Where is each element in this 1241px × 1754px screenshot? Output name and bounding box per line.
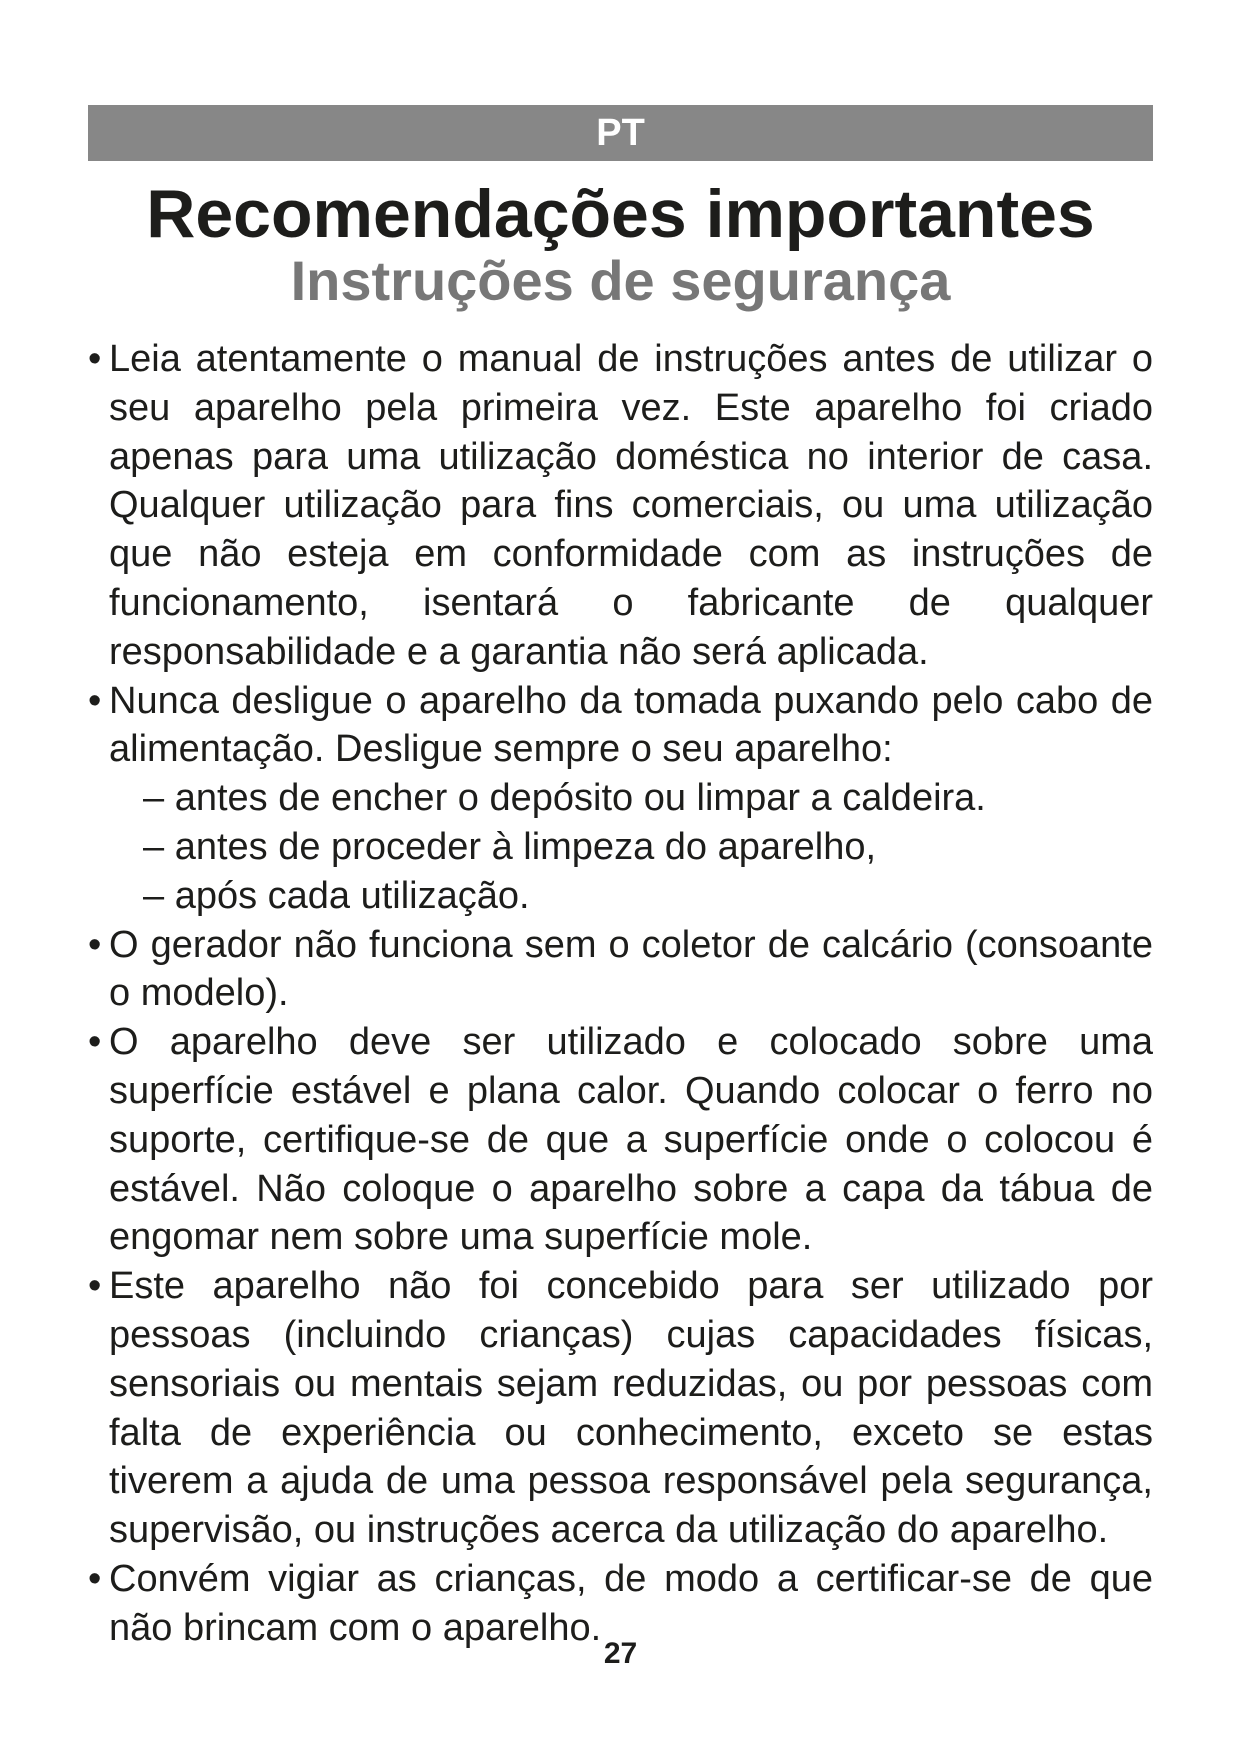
page-title: Recomendações importantes — [146, 176, 1095, 252]
sub-item: – antes de proceder à limpeza do aparelho, — [143, 825, 877, 868]
bullet-text: O aparelho deve ser utilizado e colocado sobre uma superfície estável e plana calor. Quando colocar o ferro no suporte, certifique-se de que a superfície onde o colocou é estável. Não coloque o aparelho sobre a capa da tábua de engomar nem sobre uma superfície mole. — [109, 1021, 1153, 1259]
bullet-item — [88, 1018, 1153, 1262]
bullet-dot-icon: • — [88, 679, 102, 722]
page-number: 27 — [603, 1637, 638, 1670]
bullet-dot-icon: • — [88, 1557, 102, 1600]
bullet-dot-icon: • — [88, 1265, 102, 1308]
bullet-list — [88, 335, 1153, 1653]
bullet-text: Leia atentamente o manual de instruções antes de utilizar o seu aparelho pela primeira vez. Este aparelho foi criado apenas para uma utilização doméstica no interior de casa. Qualquer utilização para fins comerciais, ou uma utilização que não esteja em conformidade com as instruções de funcionamento, isentará o fabricante de qualquer responsabilidade e a garantia não será aplicada. — [109, 338, 1153, 673]
bullet-item — [88, 921, 1153, 1019]
language-header-bar — [88, 105, 1153, 161]
instructions-content — [88, 335, 1153, 1653]
bullet-dot-icon: • — [88, 1021, 102, 1064]
sub-item: – antes de encher o depósito ou limpar a caldeira. — [143, 777, 986, 820]
page-subtitle: Instruções de segurança — [290, 249, 951, 312]
bullet-text: Este aparelho não foi concebido para ser utilizado por pessoas (incluindo crianças) cujas capacidades físicas, sensoriais ou mentais sejam reduzidas, ou por pessoas com falta de experiência ou conhecimento, exceto se estas tiverem a ajuda de uma pessoa responsável pela segurança, supervisão, ou instruções acerca da utilização do aparelho. — [109, 1265, 1153, 1552]
bullet-item — [88, 677, 1153, 921]
bullet-item — [88, 1262, 1153, 1555]
language-code: PT — [596, 112, 645, 154]
sub-item: – após cada utilização. — [143, 874, 530, 917]
bullet-dot-icon: • — [88, 923, 102, 966]
bullet-item — [88, 335, 1153, 677]
bullet-text: Convém vigiar as crianças, de modo a certificar-se de que não brincam com o aparelho. — [109, 1557, 1153, 1649]
bullet-text: Nunca desligue o aparelho da tomada puxando pelo cabo de alimentação. Desligue sempre o seu aparelho: — [109, 679, 1153, 771]
bullet-dot-icon: • — [88, 338, 102, 380]
bullet-text: O gerador não funciona sem o coletor de calcário (consoante o modelo). — [109, 923, 1153, 1015]
sub-list — [109, 774, 1153, 920]
